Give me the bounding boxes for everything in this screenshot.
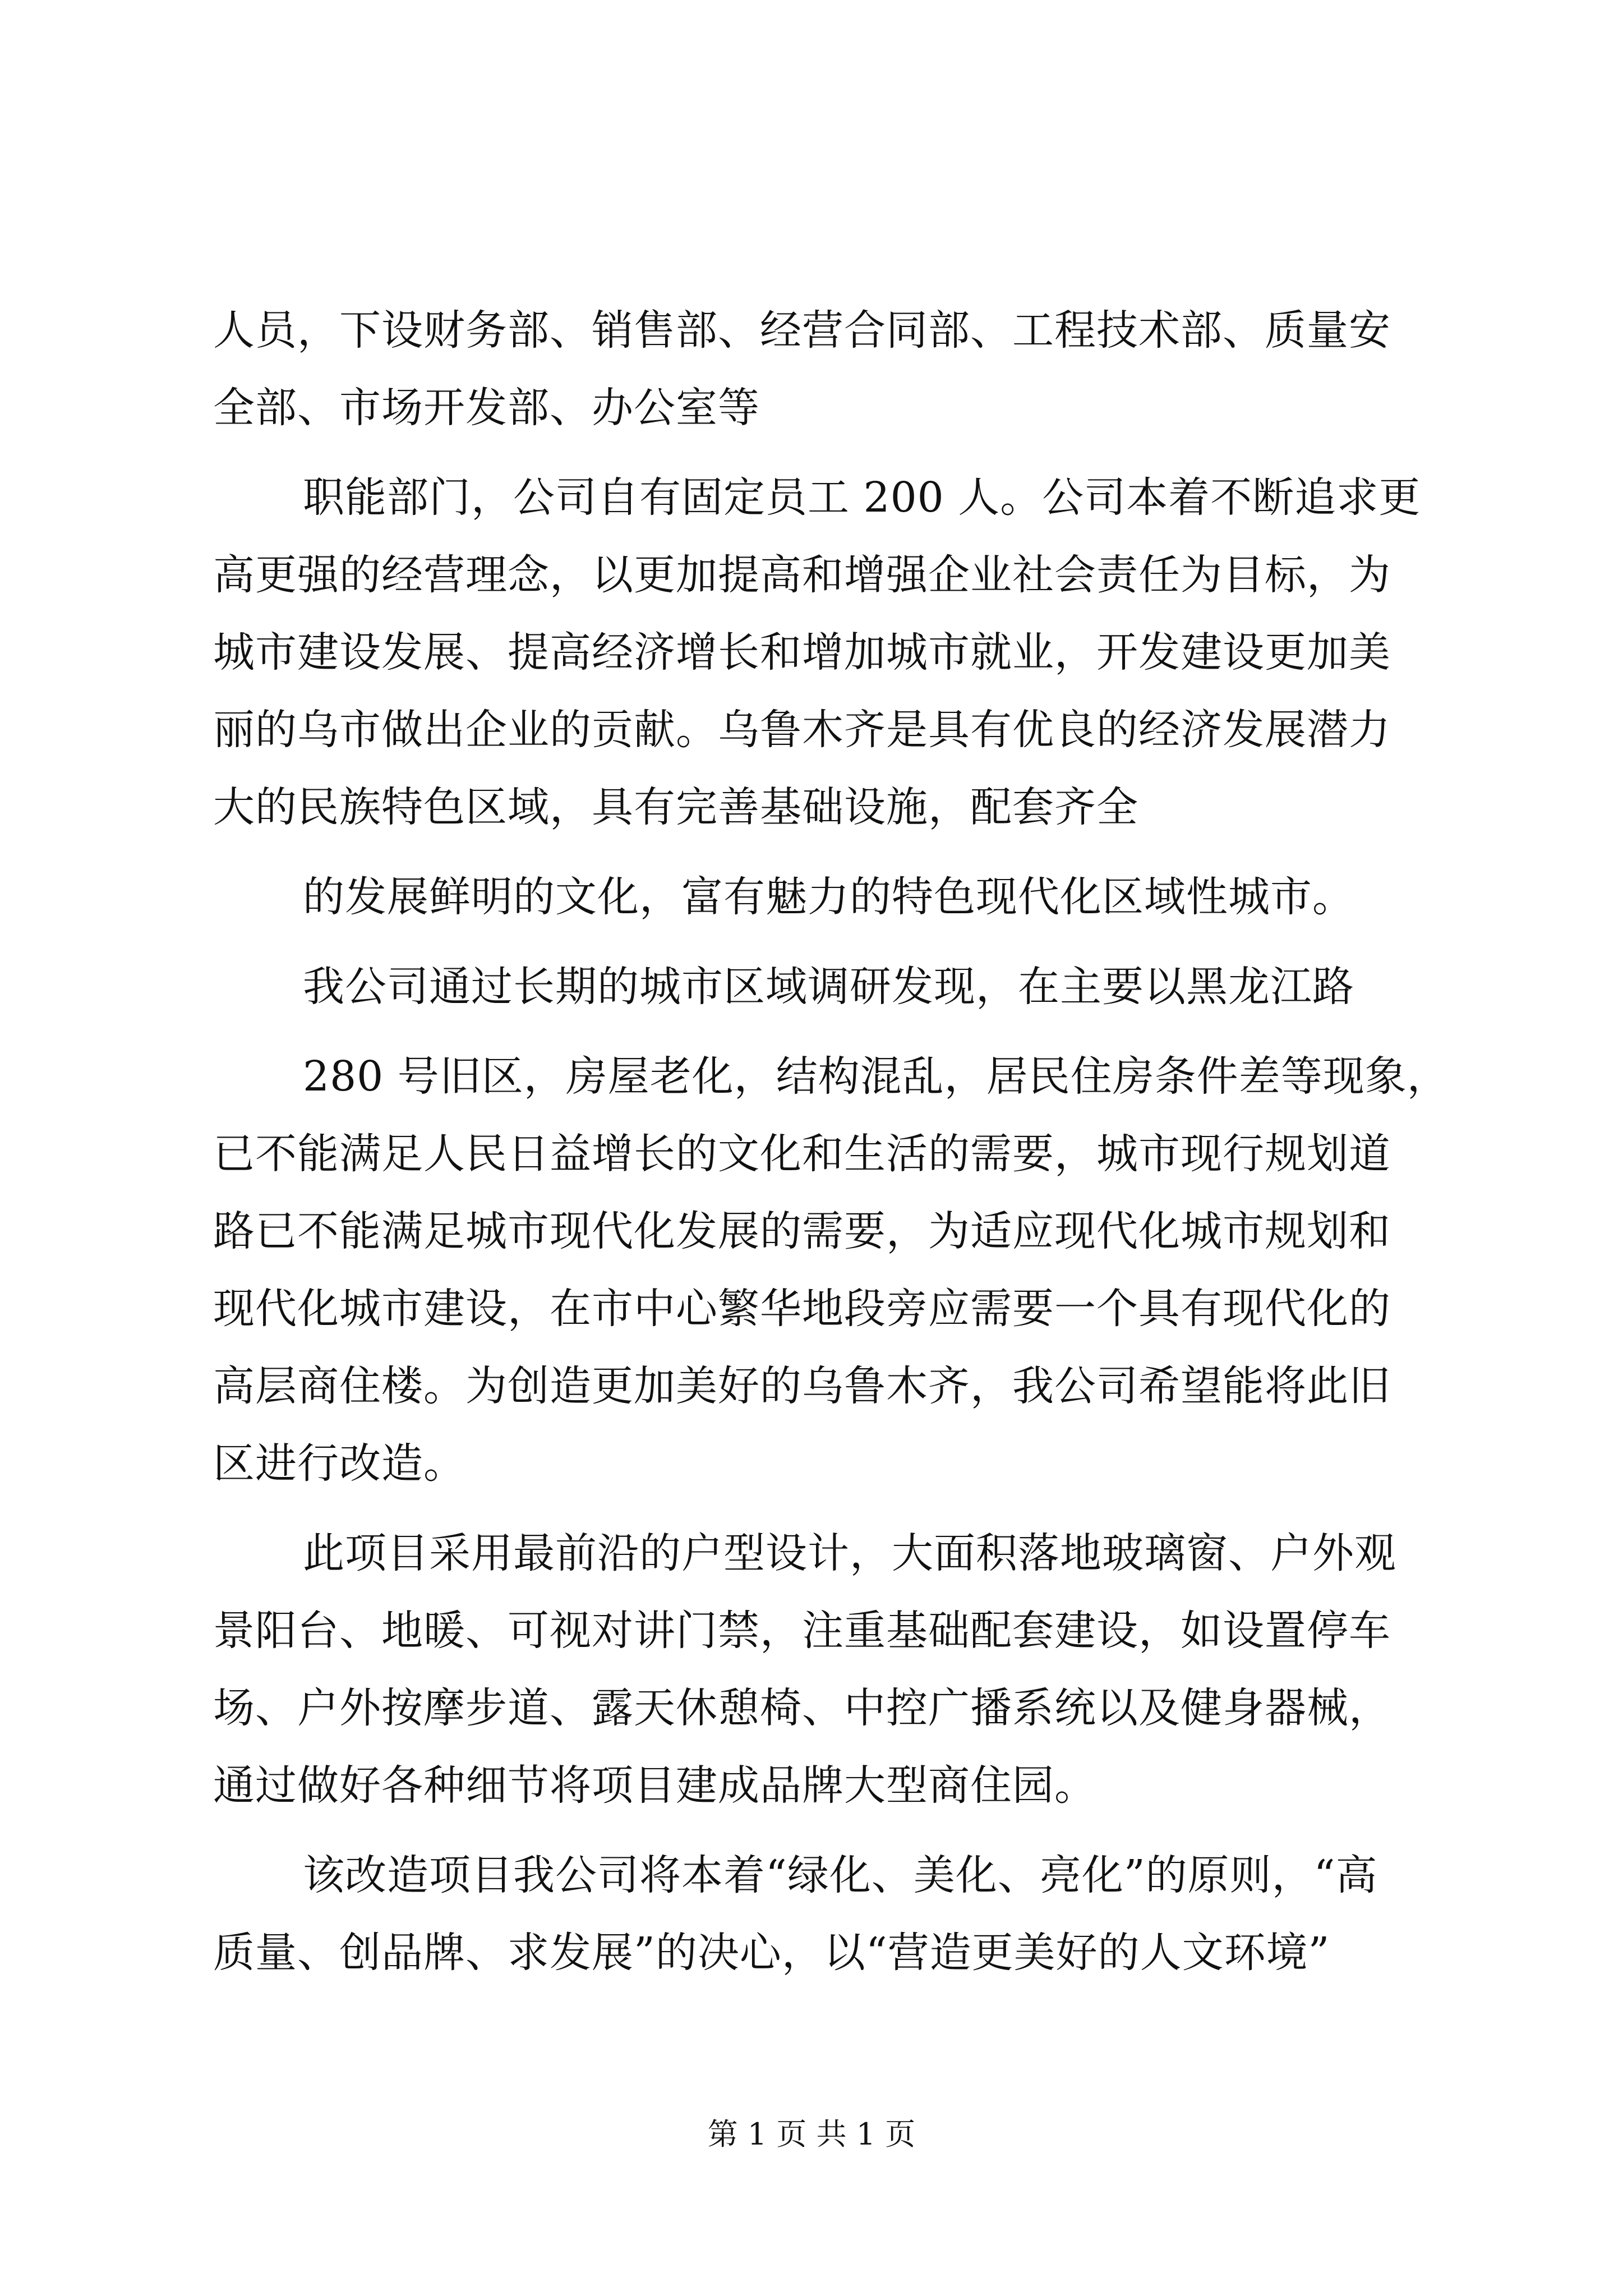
text-line: 城市建设发展、提高经济增长和增加城市就业，开发建设更加美 bbox=[213, 628, 1391, 677]
text-line: 的发展鲜明的文化，富有魅力的特色现代化区域性城市。 bbox=[303, 873, 1354, 921]
text-line: 人员，下设财务部、销售部、经营合同部、工程技术部、质量安 bbox=[213, 306, 1391, 355]
text-line: 场、户外按摩步道、露天休憩椅、中控广播系统以及健身器械， bbox=[213, 1684, 1391, 1732]
text-line: 区进行改造。 bbox=[213, 1439, 465, 1488]
text-line: 通过做好各种细节将项目建成品牌大型商住园。 bbox=[213, 1761, 1096, 1810]
text-line: 质量、创品牌、求发展”的决心，以“营造更美好的人文环境” bbox=[213, 1929, 1330, 1977]
text-line: 现代化城市建设，在市中心繁华地段旁应需要一个具有现代化的 bbox=[213, 1285, 1391, 1333]
text-line: 280 号旧区，房屋老化，结构混乱，居民住房条件差等现象， bbox=[303, 1052, 1449, 1101]
text-line: 丽的乌市做出企业的贡献。乌鲁木齐是具有优良的经济发展潜力 bbox=[213, 706, 1391, 754]
text-line: 高更强的经营理念，以更加提高和增强企业社会责任为目标，为 bbox=[213, 551, 1391, 599]
text-line: 已不能满足人民日益增长的文化和生活的需要，城市现行规划道 bbox=[213, 1130, 1391, 1178]
text-line: 高层商住楼。为创造更加美好的乌鲁木齐，我公司希望能将此旧 bbox=[213, 1362, 1391, 1410]
text-line: 景阳台、地暖、可视对讲门禁，注重基础配套建设，如设置停车 bbox=[213, 1607, 1391, 1655]
page-footer: 第 1 页 共 1 页 bbox=[707, 2116, 916, 2152]
text-line: 大的民族特色区域，具有完善基础设施，配套齐全 bbox=[213, 783, 1138, 831]
text-line: 该改造项目我公司将本着“绿化、美化、亮化”的原则，“高 bbox=[303, 1851, 1378, 1899]
text-line: 路已不能满足城市现代化发展的需要，为适应现代化城市规划和 bbox=[213, 1207, 1391, 1255]
document-body bbox=[213, 292, 1449, 1991]
text-line: 此项目采用最前沿的户型设计，大面积落地玻璃窗、户外观 bbox=[303, 1529, 1396, 1577]
text-line: 职能部门，公司自有固定员工 200 人。公司本着不断追求更 bbox=[303, 473, 1421, 522]
text-line: 我公司通过长期的城市区域调研发现，在主要以黑龙江路 bbox=[303, 963, 1354, 1011]
text-line: 全部、市场开发部、办公室等 bbox=[213, 384, 760, 432]
